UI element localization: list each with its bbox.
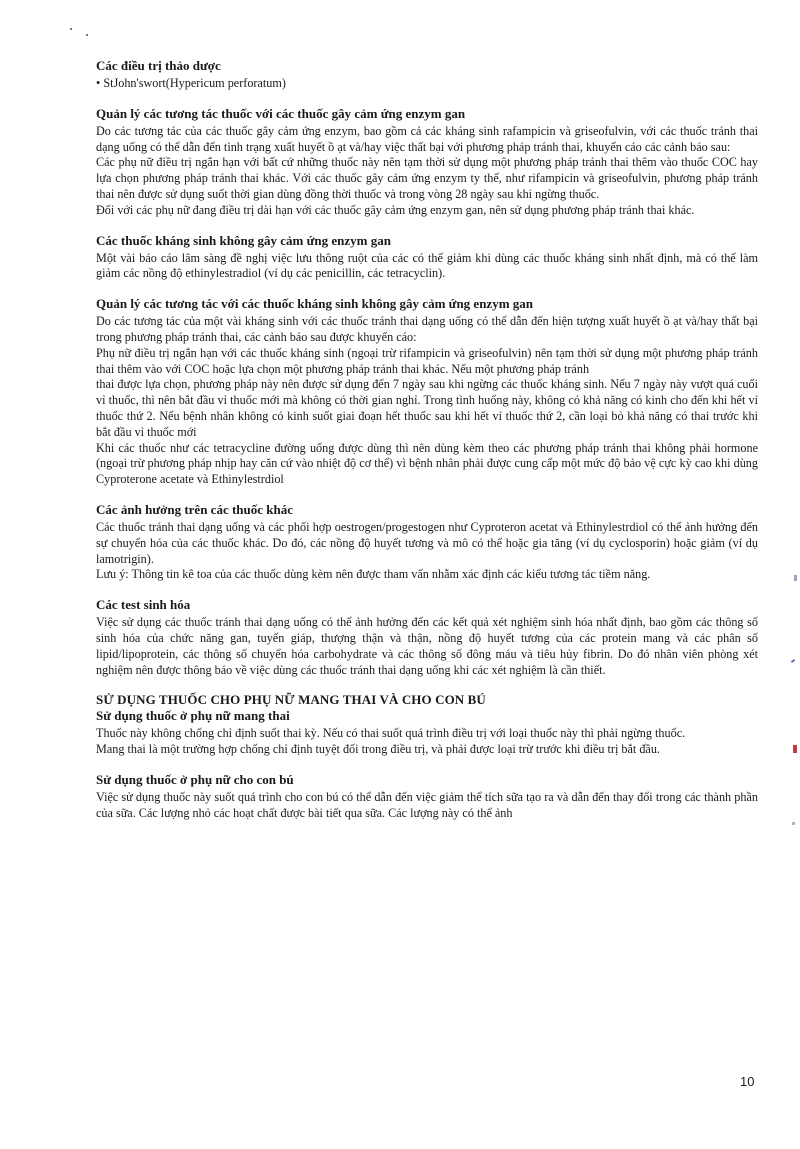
paragraph: thai được lựa chọn, phương pháp này nên được sử dụng đến 7 ngày sau khi ngừng các thuốc kháng sinh. Nếu 7 ngày này vượt quá cuối vỉ thuốc, thì nên bắt đầu vỉ thuốc mới mà không có thời gian nghỉ. Trong tình huống này, không có khả năng có kinh cho đến khi hết vỉ thuốc thứ 2. Nếu bệnh nhân không có kinh suốt giai đoạn hết thuốc sau khi hết vỉ thuốc thứ 2, cần loại bỏ khả năng có thai trước khi bắt đầu vỉ thuốc mới [96, 377, 758, 439]
scan-artifact-mark [794, 575, 797, 581]
paragraph: Các thuốc tránh thai dạng uống và các phối hợp oestrogen/progestogen như Cyproteron acetat và Ethinylestrdiol có thể ảnh hưởng đến sự chuyển hóa của các thuốc khác. Do đó, các nồng độ huyết tương và mô có thể hoặc gia tăng (ví dụ cyclosporin) hoặc giảm (ví dụ lamotrigin). [96, 519, 758, 566]
section-pregnancy-lactation [96, 692, 758, 821]
paragraph: Do các tương tác của một vài kháng sinh với các thuốc tránh thai dạng uống có thể dẫn đến hiện tượng xuất huyết ồ ạt và/hay thất bại trong phương pháp tránh thai, các cảnh báo sau được khuyến cáo: [96, 314, 758, 344]
section-heading: Sử dụng thuốc ở phụ nữ cho con bú [96, 771, 294, 787]
section-effects-on-other-drugs [96, 502, 758, 583]
paragraph: Phụ nữ điều trị ngắn hạn với các thuốc kháng sinh (ngoại trừ rifampicin và griseofulvin) nên tạm thời sử dụng một phương pháp tránh thai thêm vào với COC hoặc lựa chọn một phương pháp tránh thai khác. Nếu một phương pháp tránh [96, 345, 758, 376]
section-heading: Quản lý các tương tác với các thuốc kháng sinh không gây cảm ứng enzym gan [96, 296, 534, 312]
scan-artifact-mark [793, 745, 797, 753]
scan-artifact-mark [70, 28, 72, 30]
section-heading: Các điều trị thảo dược [96, 58, 221, 73]
paragraph: Mang thai là một trường hợp chống chỉ định tuyệt đối trong điều trị, và phải được loại trừ trước khi điều trị bắt đầu. [96, 742, 660, 757]
section-heading: Sử dụng thuốc ở phụ nữ mang thai [96, 708, 290, 724]
scan-artifact-mark [791, 659, 795, 663]
paragraph: Khi các thuốc như các tetracycline đường uống được dùng thì nên dùng kèm theo các phương pháp tránh thai không phải hormone (ngoại trừ phương pháp nhịp hay căn cứ vào nhiệt độ cơ thể) vì bệnh nhân phải được cung cấp một mức độ bảo vệ cực kỳ cao khi dùng Cyproterone acetate và Ethinylestrdiol [96, 440, 758, 487]
paragraph: Đối với các phụ nữ đang điều trị dài hạn với các thuốc gây cảm ứng enzym gan, nên sử dụng phương pháp tránh thai khác. [96, 202, 695, 217]
paragraph: Việc sử dụng các thuốc tránh thai dạng uống có thể ảnh hưởng đến các kết quả xét nghiệm sinh hóa nhất định, bao gồm các thông số sinh hóa của chức năng gan, tuyến giáp, thượng thận và thận, nồng độ huyết tương của các protein mang và các phân số lipid/lipoprotein, các thông số chuyển hóa carbohydrate và các thông số đông máu và tiêu hủy fibrin. Do đó nhân viên phòng xét nghiệm nên được thông báo về việc dùng các thuốc tránh thai dạng uống khi các xét nghiệm là cần thiết. [96, 615, 758, 677]
list-item: • StJohn'swort(Hypericum perforatum) [96, 76, 286, 90]
section-enzyme-inducers [96, 106, 758, 219]
section-heading: Các test sinh hóa [96, 597, 191, 613]
section-non-inducing-management [96, 296, 758, 488]
paragraph: Thuốc này không chống chỉ định suốt thai kỳ. Nếu có thai suốt quá trình điều trị với loại thuốc này thì phải ngừng thuốc. [96, 726, 686, 741]
section-non-inducing-antibiotics [96, 233, 758, 283]
scan-artifact-mark [792, 822, 795, 825]
chapter-title: SỬ DỤNG THUỐC CHO PHỤ NỮ MANG THAI VÀ CHO CON BÚ [96, 692, 486, 708]
paragraph: Việc sử dụng thuốc này suốt quá trình cho con bú có thể dẫn đến việc giảm thể tích sữa tạo ra và dẫn đến thay đổi trong các thành phần của sữa. Các lượng nhỏ các hoạt chất được bài tiết qua sữa. Các lượng này có thể ảnh [96, 789, 758, 820]
section-heading: Các thuốc kháng sinh không gây cảm ứng enzym gan [96, 232, 391, 248]
paragraph: Do các tương tác của các thuốc gây cảm ứng enzym, bao gồm cả các kháng sinh rafampicin và griseofulvin, với các thuốc tránh thai dạng uống có thể dẫn đến tình trạng xuất huyết ồ ạt và/hay việc thất bại với phương pháp tránh thai, khuyến cáo các cảnh báo sau: [96, 123, 758, 154]
page-number: 10 [740, 1074, 755, 1089]
paragraph: Một vài báo cáo lâm sàng đề nghị việc lưu thông ruột của các có thể giảm khi dùng các thuốc kháng sinh nhất định, mà có thể làm giảm các nồng độ ethinylestradiol (ví dụ các penicillin, các tetracyclin). [96, 250, 758, 281]
section-lab-tests [96, 597, 758, 678]
section-heading: Quản lý các tương tác thuốc với các thuốc gây cảm ứng enzym gan [96, 105, 466, 121]
scan-artifact-mark [86, 34, 88, 36]
paragraph: Các phụ nữ điều trị ngắn hạn với bất cứ những thuốc này nên tạm thời sử dụng một phương pháp tránh thai thêm vào thuốc COC hay lựa chọn phương pháp tránh thai khác. Với các thuốc gây cảm ứng enzym ty thể, như rifampicin và griseofulvin, phương pháp tránh thai nên được sử dụng suốt thời gian dùng đồng thời thuốc và trong vòng 28 ngày sau khi ngừng thuốc. [96, 155, 758, 201]
paragraph: Lưu ý: Thông tin kê toa của các thuốc dùng kèm nên được tham vấn nhằm xác định các kiểu tương tác tiềm năng. [96, 567, 651, 582]
section-heading: Các ảnh hưởng trên các thuốc khác [96, 501, 294, 517]
document-body [96, 58, 758, 836]
section-herbal [96, 58, 758, 92]
